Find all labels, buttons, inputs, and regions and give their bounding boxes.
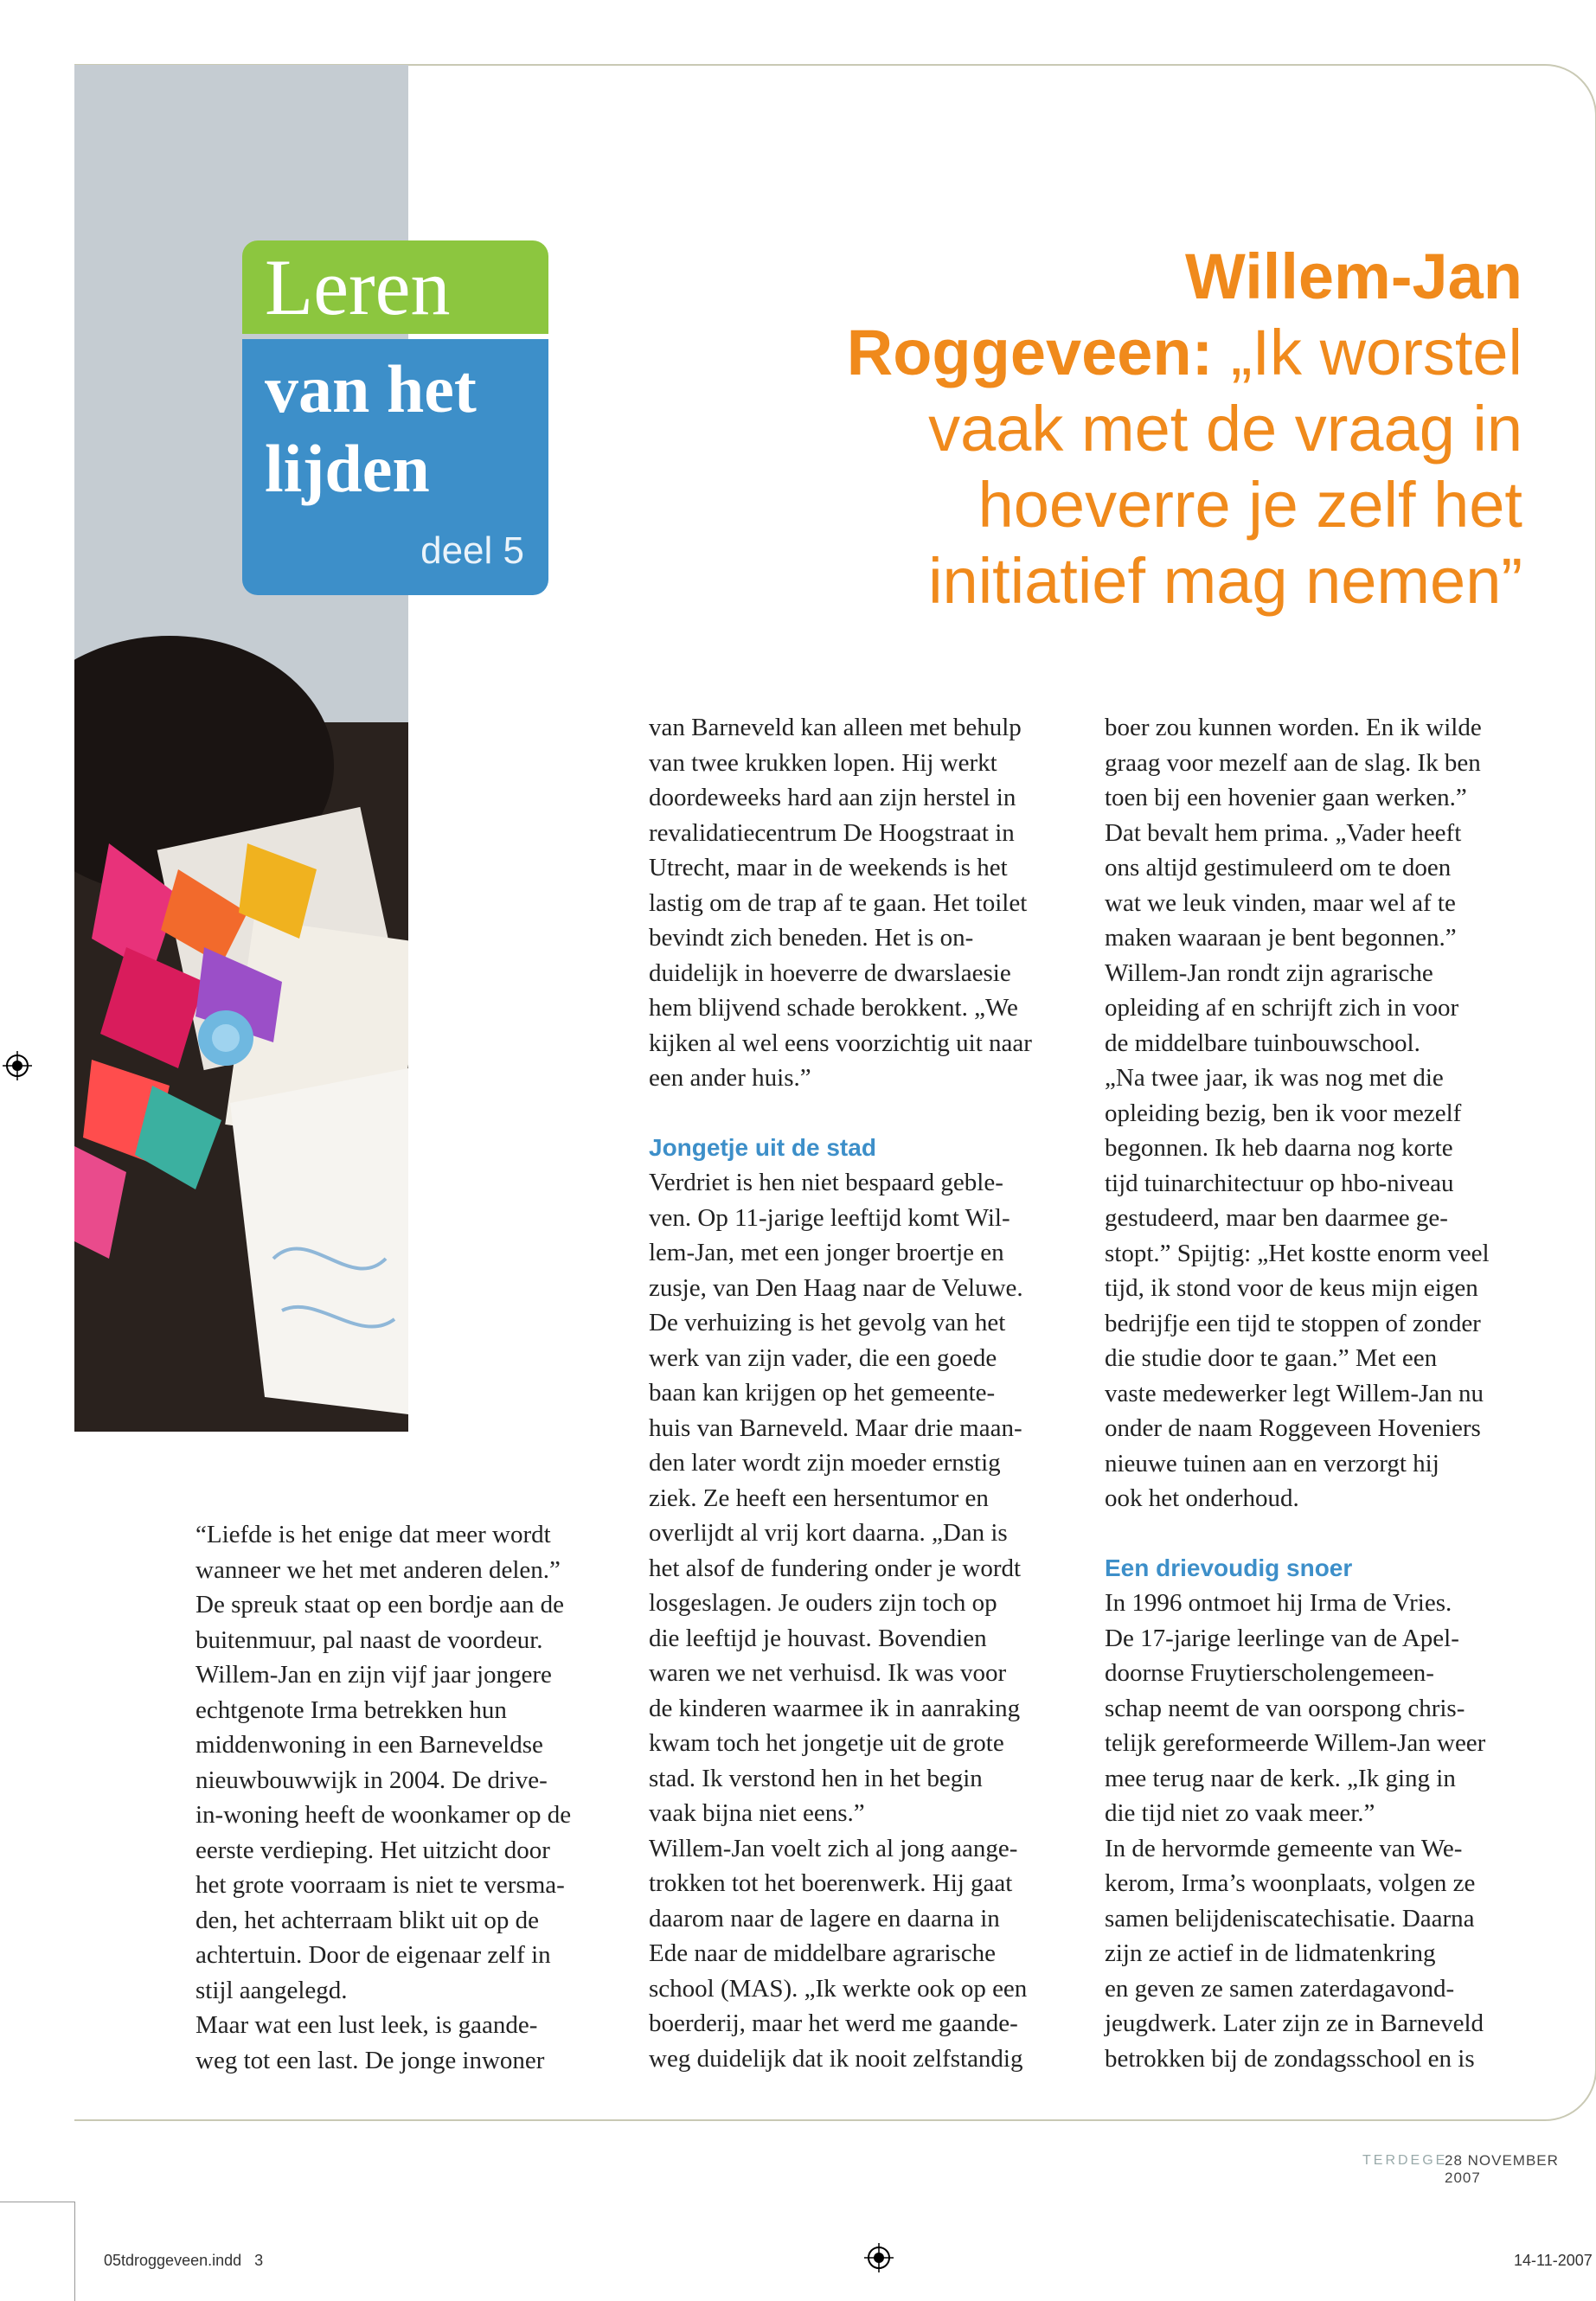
text-line: kijken al wel eens voorzichtig uit naar xyxy=(649,1029,1032,1057)
headline-line1: Willem-Jan xyxy=(1185,240,1522,312)
text-line: samen belijdeniscatechisatie. Daarna xyxy=(1105,1904,1475,1932)
text-line: maken waaraan je bent begonnen.” xyxy=(1105,924,1457,952)
text-line: werk van zijn vader, die een goede xyxy=(649,1343,997,1372)
text-line: bedrijfje een tijd te stoppen of zonder xyxy=(1105,1309,1481,1337)
text-line: weg duidelijk dat ik nooit zelfstandig xyxy=(649,2044,1023,2073)
column-3-text-b xyxy=(1105,1586,1529,2076)
text-line: echtgenote Irma betrekken hun xyxy=(195,1695,507,1724)
text-line: de kinderen waarmee ik in aanraking xyxy=(649,1694,1021,1722)
text-line: lem-Jan, met een jonger broertje en xyxy=(649,1239,1004,1266)
text-line: gestudeerd, maar ben daarmee ge- xyxy=(1105,1204,1448,1232)
text-line: een ander huis.” xyxy=(649,1064,811,1092)
text-line: tijd, ik stond voor de keus mijn eigen xyxy=(1105,1274,1478,1302)
text-line: achtertuin. Door de eigenaar zelf in xyxy=(195,1941,551,1969)
text-line: hem blijvend schade berokkent. „We xyxy=(649,994,1018,1022)
badge-title-line1: van het xyxy=(265,351,477,426)
text-line: Dat bevalt hem prima. „Vader heeft xyxy=(1105,818,1462,847)
text-line: Verdriet is hen niet bespaard geble- xyxy=(649,1169,1003,1196)
text-line: De spreuk staat op een bordje aan de xyxy=(195,1591,564,1618)
column-2-text-b xyxy=(649,1165,1073,2076)
text-line: telijk gereformeerde Willem-Jan weer xyxy=(1105,1729,1486,1757)
text-line: weg tot een last. De jonge inwoner xyxy=(195,2046,545,2074)
column-2 xyxy=(649,710,1073,2076)
headline-line4: hoeverre je zelf het xyxy=(977,469,1522,541)
series-badge xyxy=(242,240,548,595)
slug-date: 14-11-2007 xyxy=(1514,2252,1593,2269)
subheading-snoer: Een drievoudig snoer xyxy=(1105,1554,1353,1581)
text-line: Willem-Jan en zijn vijf jaar jongere xyxy=(195,1661,552,1689)
slug-filename: 05tdroggeveen.indd 3 xyxy=(104,2252,264,2269)
text-line: en geven ze samen zaterdagavond- xyxy=(1105,1974,1455,2003)
text-line: lastig om de trap af te gaan. Het toilet xyxy=(649,888,1028,917)
text-line: nieuwe tuinen aan en verzorgt hij xyxy=(1105,1449,1439,1477)
text-line: boerderij, maar het werd me gaande- xyxy=(649,2009,1018,2037)
text-line: schap neemt de van oorspong chris- xyxy=(1105,1694,1465,1722)
footer-date: 28 NOVEMBER 2007 xyxy=(1445,2152,1559,2186)
text-line: ook het onderhoud. xyxy=(1105,1484,1299,1512)
column-1 xyxy=(195,1517,619,2078)
text-line: daarom naar de lagere en daarna in xyxy=(649,1904,1000,1932)
text-line: huis van Barneveld. Maar drie maan- xyxy=(649,1413,1022,1442)
text-line: buitenmuur, pal naast de voordeur. xyxy=(195,1625,543,1654)
text-line: duidelijk in hoeverre de dwarslaesie xyxy=(649,958,1011,987)
text-line: graag voor mezelf aan de slag. Ik ben xyxy=(1105,748,1481,777)
footer-magazine: TERDEGE xyxy=(1362,2153,1448,2168)
column-2-text-a xyxy=(649,710,1073,1096)
text-line: vaak bijna niet eens.” xyxy=(649,1799,865,1827)
text-line: baan kan krijgen op het gemeente- xyxy=(649,1379,996,1407)
badge-part: deel 5 xyxy=(420,529,524,572)
text-line: de middelbare tuinbouwschool. xyxy=(1105,1029,1420,1057)
text-line: school (MAS). „Ik werkte ook op een xyxy=(649,1974,1028,2003)
text-line: waren we net verhuisd. Ik was voor xyxy=(649,1659,1007,1687)
text-line: wanneer we het met anderen delen.” xyxy=(195,1555,561,1584)
text-line: die leeftijd je houvast. Bovendien xyxy=(649,1624,987,1652)
text-line: revalidatiecentrum De Hoogstraat in xyxy=(649,818,1015,847)
text-line: zusje, van Den Haag naar de Veluwe. xyxy=(649,1273,1023,1302)
registration-mark-icon xyxy=(3,1051,32,1080)
headline-line3: vaak met de vraag in xyxy=(928,393,1522,465)
text-line: doordeweeks hard aan zijn herstel in xyxy=(649,784,1016,811)
text-line: het alsof de fundering onder je wordt xyxy=(649,1554,1022,1582)
column-3 xyxy=(1105,710,1529,2076)
text-line: Maar wat een lust leek, is gaande- xyxy=(195,2011,538,2039)
text-line: wat we leuk vinden, maar wel af te xyxy=(1105,888,1456,917)
text-line: jeugdwerk. Later zijn ze in Barneveld xyxy=(1105,2009,1484,2037)
text-line: losgeslagen. Je ouders zijn toch op xyxy=(649,1589,997,1617)
text-line: zijn ze actief in de lidmatenkring xyxy=(1105,1939,1436,1967)
registration-mark-icon xyxy=(864,2243,894,2272)
text-line: onder de naam Roggeveen Hoveniers xyxy=(1105,1414,1481,1442)
text-line: betrokken bij de zondagsschool en is xyxy=(1105,2044,1475,2073)
text-line: stijl aangelegd. xyxy=(195,1976,348,2004)
text-line: vaste medewerker legt Willem-Jan nu xyxy=(1105,1379,1484,1407)
text-line: middenwoning in een Barneveldse xyxy=(195,1731,543,1759)
text-line: Willem-Jan voelt zich al jong aange- xyxy=(649,1834,1018,1862)
text-line: het grote voorraam is niet te versma- xyxy=(195,1871,565,1899)
text-line: eerste verdieping. Het uitzicht door xyxy=(195,1836,550,1864)
headline-line2-light: „Ik worstel xyxy=(1230,317,1522,388)
text-line: bevindt zich beneden. Het is on- xyxy=(649,924,974,952)
text-line: overlijdt al vrij kort daarna. „Dan is xyxy=(649,1519,1008,1547)
text-line: In 1996 ontmoet hij Irma de Vries. xyxy=(1105,1589,1452,1617)
text-line: kerom, Irma’s woonplaats, volgen ze xyxy=(1105,1869,1476,1897)
text-line: Utrecht, maar in de weekends is het xyxy=(649,854,1008,881)
badge-title-line2: lijden xyxy=(265,431,430,506)
text-line: ons altijd gestimuleerd om te doen xyxy=(1105,854,1452,881)
text-line: kwam toch het jongetje uit de grote xyxy=(649,1729,1004,1757)
text-line: De 17-jarige leerlinge van de Apel- xyxy=(1105,1624,1459,1652)
text-line: De verhuizing is het gevolg van het xyxy=(649,1309,1006,1336)
text-line: van Barneveld kan alleen met behulp xyxy=(649,714,1022,741)
text-line: die studie door te gaan.” Met een xyxy=(1105,1344,1438,1372)
text-line: van twee krukken lopen. Hij werkt xyxy=(649,748,997,777)
text-line: tijd tuinarchitectuur op hbo-niveau xyxy=(1105,1169,1454,1197)
text-line: “Liefde is het enige dat meer wordt xyxy=(195,1521,551,1548)
headline-line5: initiatief mag nemen” xyxy=(928,545,1522,617)
text-line: toen bij een hovenier gaan werken.” xyxy=(1105,784,1467,811)
text-line: opleiding af en schrijft zich in voor xyxy=(1105,994,1459,1022)
text-line: trokken tot het boerenwerk. Hij gaat xyxy=(649,1869,1013,1897)
text-line: Ede naar de middelbare agrarische xyxy=(649,1939,996,1967)
text-line: nieuwbouwwijk in 2004. De drive- xyxy=(195,1766,548,1794)
text-line: den later wordt zijn moeder ernstig xyxy=(649,1449,1001,1477)
text-line: begonnen. Ik heb daarna nog korte xyxy=(1105,1134,1453,1162)
text-line: In de hervormde gemeente van We- xyxy=(1105,1834,1463,1862)
badge-title-box xyxy=(242,339,548,595)
text-line: ven. Op 11-jarige leeftijd komt Wil- xyxy=(649,1203,1010,1232)
text-line: boer zou kunnen worden. En ik wilde xyxy=(1105,714,1482,741)
text-line: „Na twee jaar, ik was nog met die xyxy=(1105,1064,1444,1092)
text-line: Willem-Jan rondt zijn agrarische xyxy=(1105,958,1433,987)
text-line: ziek. Ze heeft een hersentumor en xyxy=(649,1484,989,1512)
text-line: stad. Ik verstond hen in het begin xyxy=(649,1764,983,1792)
badge-leren: Leren xyxy=(242,240,548,334)
badge-title xyxy=(265,339,548,509)
headline-line2-bold: Roggeveen: xyxy=(846,317,1214,388)
text-line: mee terug naar de kerk. „Ik ging in xyxy=(1105,1764,1456,1792)
text-line: opleiding bezig, ben ik voor mezelf xyxy=(1105,1099,1462,1127)
text-line: den, het achterraam blikt uit op de xyxy=(195,1906,539,1934)
text-line: doornse Fruytierscholengemeen- xyxy=(1105,1659,1434,1687)
text-line: stopt.” Spijtig: „Het kostte enorm veel xyxy=(1105,1239,1490,1267)
article-headline xyxy=(657,239,1522,619)
crop-mark-vertical xyxy=(74,2202,75,2301)
text-line: in-woning heeft de woonkamer op de xyxy=(195,1801,572,1829)
text-line: die tijd niet zo vaak meer.” xyxy=(1105,1799,1375,1827)
column-3-text-a xyxy=(1105,710,1529,1516)
subheading-jongetje: Jongetje uit de stad xyxy=(649,1133,876,1161)
